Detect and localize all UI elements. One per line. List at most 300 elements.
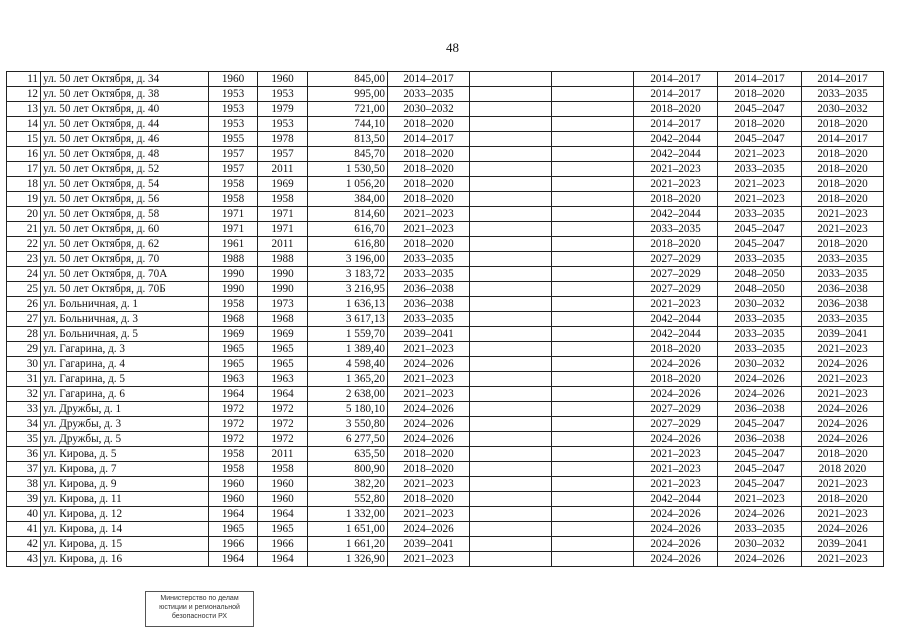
address-cell: ул. 50 лет Октября, д. 62 xyxy=(41,237,209,252)
build-year-cell: 1971 xyxy=(209,207,258,222)
empty-cell xyxy=(552,162,634,177)
row-number: 35 xyxy=(7,432,41,447)
table-row xyxy=(7,147,884,162)
table-row xyxy=(7,267,884,282)
period-cell: 2021–2023 xyxy=(802,477,884,492)
build-year-cell: 1964 xyxy=(209,507,258,522)
empty-cell xyxy=(470,87,552,102)
address-cell: ул. Кирова, д. 14 xyxy=(41,522,209,537)
address-cell: ул. Дружбы, д. 1 xyxy=(41,402,209,417)
table-row xyxy=(7,552,884,567)
period-cell: 2018–2020 xyxy=(388,237,470,252)
build-year-cell: 1988 xyxy=(209,252,258,267)
area-cell: 845,70 xyxy=(308,147,388,162)
period-cell: 2014–2017 xyxy=(388,132,470,147)
area-cell: 1 636,13 xyxy=(308,297,388,312)
stamp-line: Министерство по делам xyxy=(160,595,239,602)
period-cell: 2033–2035 xyxy=(718,162,802,177)
overhaul-year-cell: 1957 xyxy=(258,147,308,162)
period-cell: 2018–2020 xyxy=(802,117,884,132)
period-cell: 2045–2047 xyxy=(718,447,802,462)
period-cell: 2014–2017 xyxy=(802,132,884,147)
period-cell: 2045–2047 xyxy=(718,477,802,492)
address-cell: ул. 50 лет Октября, д. 70Б xyxy=(41,282,209,297)
period-cell: 2033–2035 xyxy=(718,312,802,327)
period-cell: 2018–2020 xyxy=(388,147,470,162)
period-cell: 2024–2026 xyxy=(634,537,718,552)
table-row xyxy=(7,537,884,552)
address-cell: ул. 50 лет Октября, д. 38 xyxy=(41,87,209,102)
period-cell: 2048–2050 xyxy=(718,267,802,282)
area-cell: 1 365,20 xyxy=(308,372,388,387)
row-number: 22 xyxy=(7,237,41,252)
period-cell: 2033–2035 xyxy=(718,522,802,537)
table-row xyxy=(7,102,884,117)
empty-cell xyxy=(470,327,552,342)
period-cell: 2045–2047 xyxy=(718,222,802,237)
table-row xyxy=(7,222,884,237)
build-year-cell: 1953 xyxy=(209,102,258,117)
empty-cell xyxy=(552,357,634,372)
period-cell: 2021–2023 xyxy=(634,177,718,192)
row-number: 28 xyxy=(7,327,41,342)
area-cell: 552,80 xyxy=(308,492,388,507)
period-cell: 2024–2026 xyxy=(388,417,470,432)
period-cell: 2024–2026 xyxy=(634,387,718,402)
build-year-cell: 1965 xyxy=(209,342,258,357)
address-cell: ул. Больничная, д. 1 xyxy=(41,297,209,312)
row-number: 15 xyxy=(7,132,41,147)
empty-cell xyxy=(470,372,552,387)
period-cell: 2024–2026 xyxy=(802,402,884,417)
period-cell: 2024–2026 xyxy=(718,387,802,402)
table-row xyxy=(7,522,884,537)
overhaul-year-cell: 1979 xyxy=(258,102,308,117)
empty-cell xyxy=(552,147,634,162)
table-row xyxy=(7,162,884,177)
build-year-cell: 1958 xyxy=(209,462,258,477)
overhaul-year-cell: 1963 xyxy=(258,372,308,387)
period-cell: 2024–2026 xyxy=(718,372,802,387)
table-body xyxy=(7,72,884,567)
address-cell: ул. Кирова, д. 11 xyxy=(41,492,209,507)
row-number: 34 xyxy=(7,417,41,432)
period-cell: 2033–2035 xyxy=(802,312,884,327)
empty-cell xyxy=(552,237,634,252)
table-row xyxy=(7,192,884,207)
period-cell: 2024–2026 xyxy=(634,522,718,537)
row-number: 41 xyxy=(7,522,41,537)
build-year-cell: 1965 xyxy=(209,357,258,372)
table-row xyxy=(7,177,884,192)
overhaul-year-cell: 1973 xyxy=(258,297,308,312)
empty-cell xyxy=(552,207,634,222)
period-cell: 2030–2032 xyxy=(718,357,802,372)
overhaul-year-cell: 1978 xyxy=(258,132,308,147)
area-cell: 744,10 xyxy=(308,117,388,132)
area-cell: 616,70 xyxy=(308,222,388,237)
area-cell: 3 216,95 xyxy=(308,282,388,297)
build-year-cell: 1969 xyxy=(209,327,258,342)
empty-cell xyxy=(552,552,634,567)
row-number: 13 xyxy=(7,102,41,117)
empty-cell xyxy=(470,477,552,492)
overhaul-year-cell: 1966 xyxy=(258,537,308,552)
period-cell: 2018–2020 xyxy=(388,447,470,462)
address-cell: ул. 50 лет Октября, д. 48 xyxy=(41,147,209,162)
period-cell: 2042–2044 xyxy=(634,492,718,507)
row-number: 25 xyxy=(7,282,41,297)
period-cell: 2021–2023 xyxy=(388,507,470,522)
address-cell: ул. Больничная, д. 3 xyxy=(41,312,209,327)
area-cell: 3 550,80 xyxy=(308,417,388,432)
build-year-cell: 1953 xyxy=(209,117,258,132)
period-cell: 2018–2020 xyxy=(634,372,718,387)
period-cell: 2036–2038 xyxy=(802,297,884,312)
build-year-cell: 1964 xyxy=(209,552,258,567)
period-cell: 2021–2023 xyxy=(802,207,884,222)
address-cell: ул. 50 лет Октября, д. 40 xyxy=(41,102,209,117)
build-year-cell: 1966 xyxy=(209,537,258,552)
address-cell: ул. Гагарина, д. 3 xyxy=(41,342,209,357)
build-year-cell: 1990 xyxy=(209,267,258,282)
address-cell: ул. 50 лет Октября, д. 44 xyxy=(41,117,209,132)
empty-cell xyxy=(552,477,634,492)
empty-cell xyxy=(470,462,552,477)
period-cell: 2024–2026 xyxy=(802,432,884,447)
period-cell: 2033–2035 xyxy=(718,342,802,357)
empty-cell xyxy=(552,72,634,87)
period-cell: 2021–2023 xyxy=(634,477,718,492)
empty-cell xyxy=(552,537,634,552)
build-year-cell: 1963 xyxy=(209,372,258,387)
empty-cell xyxy=(552,417,634,432)
address-cell: ул. 50 лет Октября, д. 52 xyxy=(41,162,209,177)
period-cell: 2024–2026 xyxy=(802,417,884,432)
period-cell: 2018–2020 xyxy=(634,192,718,207)
area-cell: 1 056,20 xyxy=(308,177,388,192)
area-cell: 3 196,00 xyxy=(308,252,388,267)
overhaul-year-cell: 1972 xyxy=(258,417,308,432)
build-year-cell: 1971 xyxy=(209,222,258,237)
period-cell: 2021–2023 xyxy=(802,222,884,237)
period-cell: 2014–2017 xyxy=(718,72,802,87)
row-number: 43 xyxy=(7,552,41,567)
period-cell: 2021–2023 xyxy=(802,372,884,387)
row-number: 38 xyxy=(7,477,41,492)
period-cell: 2045–2047 xyxy=(718,102,802,117)
empty-cell xyxy=(470,72,552,87)
area-cell: 3 183,72 xyxy=(308,267,388,282)
empty-cell xyxy=(552,297,634,312)
build-year-cell: 1953 xyxy=(209,87,258,102)
period-cell: 2018–2020 xyxy=(802,177,884,192)
area-cell: 1 530,50 xyxy=(308,162,388,177)
address-cell: ул. Дружбы, д. 3 xyxy=(41,417,209,432)
period-cell: 2033–2035 xyxy=(388,267,470,282)
period-cell: 2042–2044 xyxy=(634,312,718,327)
overhaul-year-cell: 1964 xyxy=(258,552,308,567)
overhaul-year-cell: 1990 xyxy=(258,282,308,297)
area-cell: 382,20 xyxy=(308,477,388,492)
period-cell: 2045–2047 xyxy=(718,417,802,432)
area-cell: 1 651,00 xyxy=(308,522,388,537)
overhaul-year-cell: 2011 xyxy=(258,447,308,462)
address-cell: ул. 50 лет Октября, д. 70 xyxy=(41,252,209,267)
period-cell: 2024–2026 xyxy=(634,552,718,567)
overhaul-year-cell: 1964 xyxy=(258,507,308,522)
row-number: 39 xyxy=(7,492,41,507)
period-cell: 2027–2029 xyxy=(634,282,718,297)
empty-cell xyxy=(470,117,552,132)
build-year-cell: 1957 xyxy=(209,162,258,177)
period-cell: 2014–2017 xyxy=(634,72,718,87)
address-cell: ул. 50 лет Октября, д. 58 xyxy=(41,207,209,222)
area-cell: 721,00 xyxy=(308,102,388,117)
table-row xyxy=(7,297,884,312)
build-year-cell: 1958 xyxy=(209,297,258,312)
period-cell: 2042–2044 xyxy=(634,147,718,162)
build-year-cell: 1958 xyxy=(209,447,258,462)
table-row xyxy=(7,387,884,402)
address-cell: ул. Больничная, д. 5 xyxy=(41,327,209,342)
period-cell: 2021–2023 xyxy=(388,372,470,387)
address-cell: ул. Гагарина, д. 5 xyxy=(41,372,209,387)
period-cell: 2036–2038 xyxy=(718,432,802,447)
table-row xyxy=(7,252,884,267)
table-row xyxy=(7,312,884,327)
area-cell: 5 180,10 xyxy=(308,402,388,417)
empty-cell xyxy=(552,102,634,117)
area-cell: 845,00 xyxy=(308,72,388,87)
period-cell: 2018–2020 xyxy=(802,192,884,207)
period-cell: 2014–2017 xyxy=(634,117,718,132)
empty-cell xyxy=(470,132,552,147)
table-row xyxy=(7,477,884,492)
address-cell: ул. 50 лет Октября, д. 70А xyxy=(41,267,209,282)
empty-cell xyxy=(552,447,634,462)
period-cell: 2033–2035 xyxy=(718,252,802,267)
address-cell: ул. Кирова, д. 15 xyxy=(41,537,209,552)
row-number: 11 xyxy=(7,72,41,87)
empty-cell xyxy=(470,207,552,222)
empty-cell xyxy=(470,507,552,522)
period-cell: 2045–2047 xyxy=(718,462,802,477)
build-year-cell: 1960 xyxy=(209,492,258,507)
period-cell: 2014–2017 xyxy=(634,87,718,102)
row-number: 32 xyxy=(7,387,41,402)
area-cell: 1 559,70 xyxy=(308,327,388,342)
period-cell: 2024–2026 xyxy=(802,522,884,537)
period-cell: 2024–2026 xyxy=(634,357,718,372)
empty-cell xyxy=(552,402,634,417)
overhaul-year-cell: 1964 xyxy=(258,387,308,402)
period-cell: 2024–2026 xyxy=(388,432,470,447)
table-row xyxy=(7,87,884,102)
period-cell: 2018–2020 xyxy=(388,117,470,132)
empty-cell xyxy=(552,522,634,537)
empty-cell xyxy=(552,192,634,207)
overhaul-year-cell: 1965 xyxy=(258,342,308,357)
period-cell: 2033–2035 xyxy=(718,207,802,222)
area-cell: 1 661,20 xyxy=(308,537,388,552)
empty-cell xyxy=(470,177,552,192)
row-number: 33 xyxy=(7,402,41,417)
row-number: 12 xyxy=(7,87,41,102)
period-cell: 2021–2023 xyxy=(718,192,802,207)
table-row xyxy=(7,447,884,462)
period-cell: 2030–2032 xyxy=(718,537,802,552)
build-year-cell: 1955 xyxy=(209,132,258,147)
period-cell: 2018–2020 xyxy=(802,162,884,177)
overhaul-year-cell: 1960 xyxy=(258,477,308,492)
address-cell: ул. 50 лет Октября, д. 54 xyxy=(41,177,209,192)
area-cell: 384,00 xyxy=(308,192,388,207)
page-number: 48 xyxy=(446,40,459,55)
empty-cell xyxy=(470,492,552,507)
row-number: 20 xyxy=(7,207,41,222)
address-cell: ул. Гагарина, д. 6 xyxy=(41,387,209,402)
build-year-cell: 1958 xyxy=(209,177,258,192)
period-cell: 2018–2020 xyxy=(718,87,802,102)
empty-cell xyxy=(552,462,634,477)
build-year-cell: 1961 xyxy=(209,237,258,252)
period-cell: 2048–2050 xyxy=(718,282,802,297)
period-cell: 2018–2020 xyxy=(802,492,884,507)
period-cell: 2018–2020 xyxy=(634,237,718,252)
empty-cell xyxy=(470,447,552,462)
period-cell: 2021–2023 xyxy=(634,447,718,462)
period-cell: 2021–2023 xyxy=(718,147,802,162)
period-cell: 2021–2023 xyxy=(634,297,718,312)
row-number: 24 xyxy=(7,267,41,282)
row-number: 37 xyxy=(7,462,41,477)
address-cell: ул. Кирова, д. 12 xyxy=(41,507,209,522)
empty-cell xyxy=(470,282,552,297)
period-cell: 2021–2023 xyxy=(388,477,470,492)
overhaul-year-cell: 1960 xyxy=(258,492,308,507)
period-cell: 2018–2020 xyxy=(388,192,470,207)
build-year-cell: 1958 xyxy=(209,192,258,207)
empty-cell xyxy=(470,432,552,447)
period-cell: 2018–2020 xyxy=(634,342,718,357)
overhaul-year-cell: 1972 xyxy=(258,432,308,447)
period-cell: 2021–2023 xyxy=(802,507,884,522)
period-cell: 2021–2023 xyxy=(634,162,718,177)
period-cell: 2027–2029 xyxy=(634,252,718,267)
row-number: 27 xyxy=(7,312,41,327)
period-cell: 2018–2020 xyxy=(388,492,470,507)
period-cell: 2018 2020 xyxy=(802,462,884,477)
row-number: 16 xyxy=(7,147,41,162)
empty-cell xyxy=(470,537,552,552)
empty-cell xyxy=(470,102,552,117)
empty-cell xyxy=(552,132,634,147)
table-row xyxy=(7,432,884,447)
empty-cell xyxy=(552,252,634,267)
address-cell: ул. 50 лет Октября, д. 56 xyxy=(41,192,209,207)
empty-cell xyxy=(470,162,552,177)
period-cell: 2021–2023 xyxy=(718,177,802,192)
period-cell: 2036–2038 xyxy=(388,297,470,312)
period-cell: 2021–2023 xyxy=(388,207,470,222)
stamp-line: юстиции и региональной xyxy=(159,604,240,611)
empty-cell xyxy=(552,342,634,357)
overhaul-year-cell: 1953 xyxy=(258,117,308,132)
period-cell: 2030–2032 xyxy=(802,102,884,117)
area-cell: 995,00 xyxy=(308,87,388,102)
empty-cell xyxy=(470,402,552,417)
period-cell: 2039–2041 xyxy=(388,537,470,552)
row-number: 31 xyxy=(7,372,41,387)
period-cell: 2033–2035 xyxy=(802,267,884,282)
empty-cell xyxy=(470,342,552,357)
period-cell: 2018–2020 xyxy=(634,102,718,117)
empty-cell xyxy=(470,387,552,402)
area-cell: 2 638,00 xyxy=(308,387,388,402)
empty-cell xyxy=(552,492,634,507)
overhaul-year-cell: 1953 xyxy=(258,87,308,102)
period-cell: 2021–2023 xyxy=(802,552,884,567)
build-year-cell: 1957 xyxy=(209,147,258,162)
table-row xyxy=(7,357,884,372)
period-cell: 2024–2026 xyxy=(388,402,470,417)
period-cell: 2024–2026 xyxy=(718,507,802,522)
row-number: 23 xyxy=(7,252,41,267)
address-cell: ул. Кирова, д. 5 xyxy=(41,447,209,462)
area-cell: 635,50 xyxy=(308,447,388,462)
empty-cell xyxy=(552,222,634,237)
area-cell: 3 617,13 xyxy=(308,312,388,327)
table-row xyxy=(7,417,884,432)
period-cell: 2021–2023 xyxy=(802,342,884,357)
table-row xyxy=(7,462,884,477)
period-cell: 2014–2017 xyxy=(802,72,884,87)
period-cell: 2024–2026 xyxy=(802,357,884,372)
area-cell: 1 389,40 xyxy=(308,342,388,357)
period-cell: 2021–2023 xyxy=(388,342,470,357)
empty-cell xyxy=(470,357,552,372)
empty-cell xyxy=(470,312,552,327)
row-number: 19 xyxy=(7,192,41,207)
period-cell: 2045–2047 xyxy=(718,237,802,252)
period-cell: 2036–2038 xyxy=(802,282,884,297)
period-cell: 2021–2023 xyxy=(388,222,470,237)
empty-cell xyxy=(470,192,552,207)
period-cell: 2033–2035 xyxy=(802,252,884,267)
housing-table xyxy=(6,71,884,567)
overhaul-year-cell: 1965 xyxy=(258,357,308,372)
period-cell: 2024–2026 xyxy=(388,357,470,372)
table-row xyxy=(7,342,884,357)
period-cell: 2033–2035 xyxy=(718,327,802,342)
empty-cell xyxy=(470,237,552,252)
table-row xyxy=(7,402,884,417)
period-cell: 2018–2020 xyxy=(802,147,884,162)
build-year-cell: 1972 xyxy=(209,432,258,447)
overhaul-year-cell: 1988 xyxy=(258,252,308,267)
overhaul-year-cell: 1965 xyxy=(258,522,308,537)
empty-cell xyxy=(552,372,634,387)
empty-cell xyxy=(552,387,634,402)
empty-cell xyxy=(552,177,634,192)
period-cell: 2024–2026 xyxy=(634,507,718,522)
table-row xyxy=(7,492,884,507)
empty-cell xyxy=(552,507,634,522)
table-row xyxy=(7,72,884,87)
period-cell: 2039–2041 xyxy=(802,327,884,342)
registration-stamp xyxy=(145,591,254,627)
